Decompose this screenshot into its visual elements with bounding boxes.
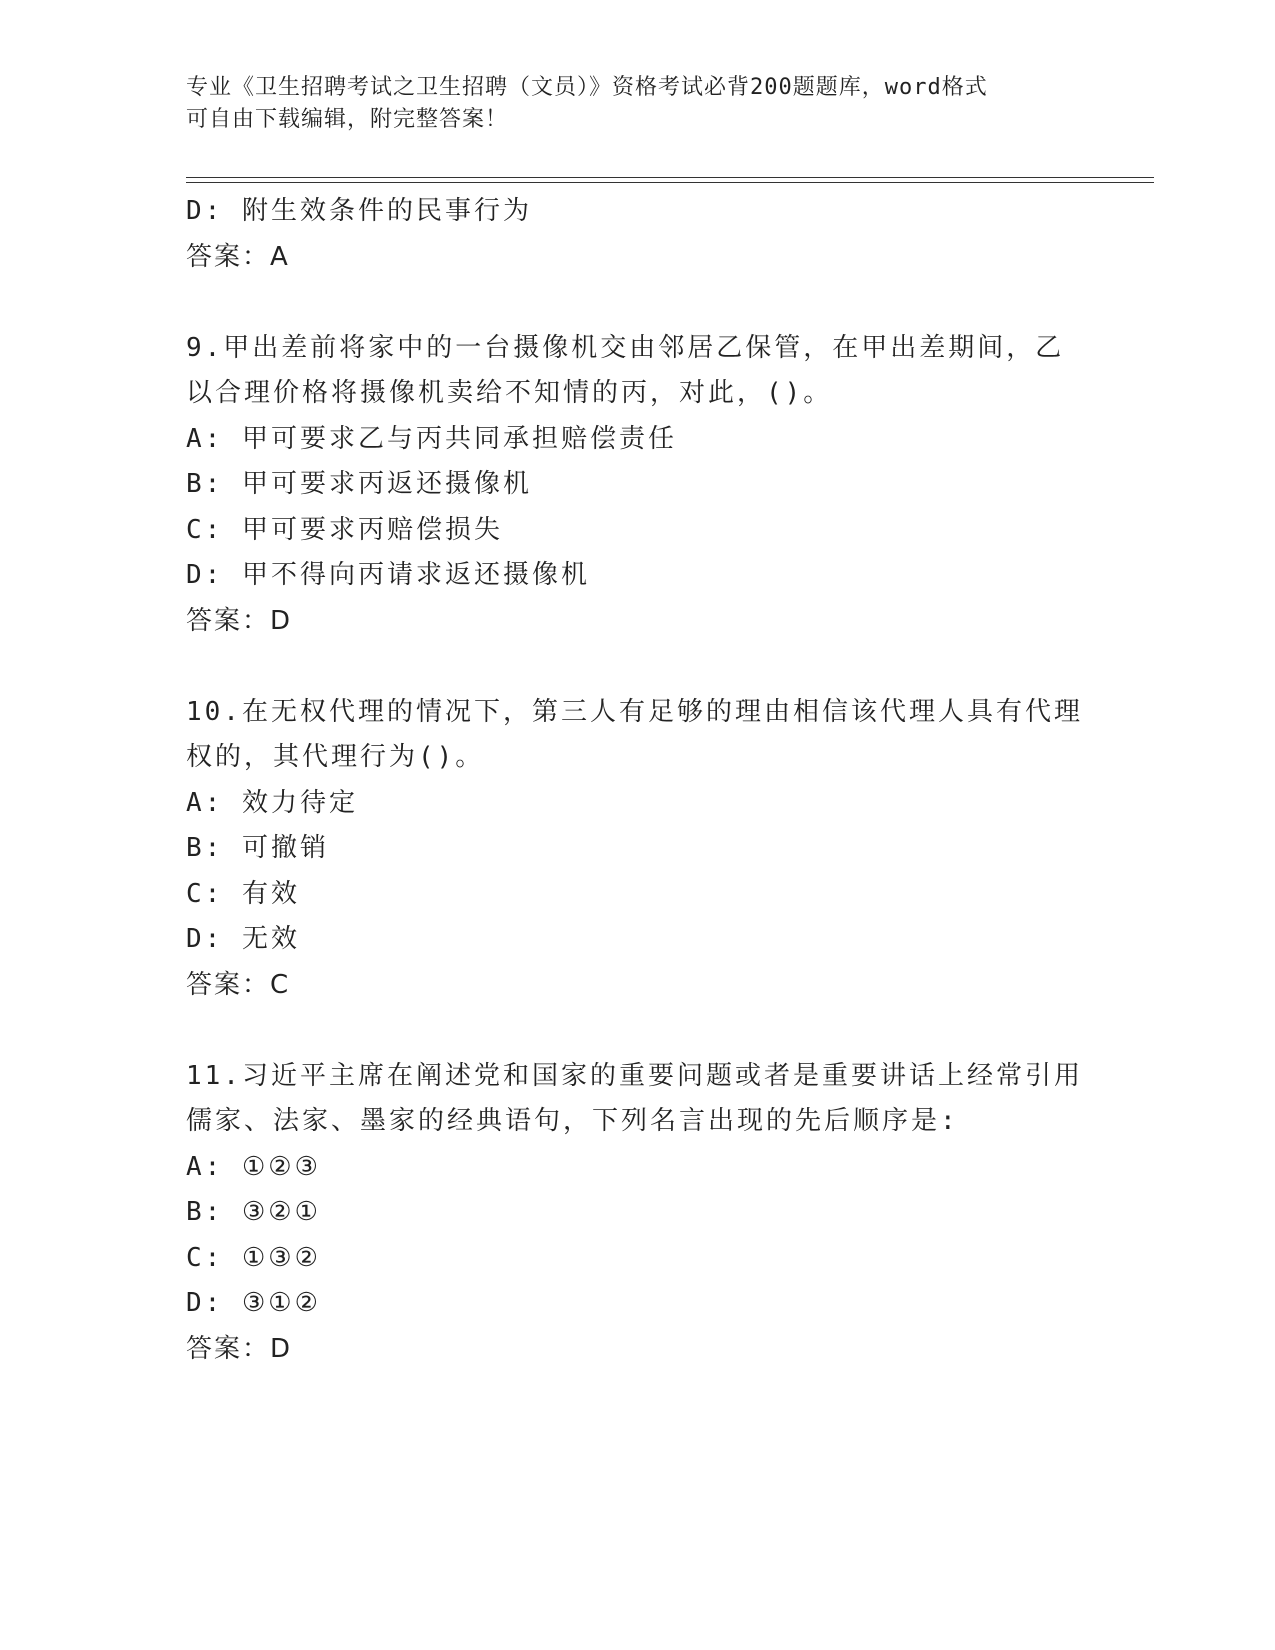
question-text-line-1: 10.在无权代理的情况下，第三人有足够的理由相信该代理人具有代理 — [186, 696, 1083, 727]
option-a: A: 效力待定 — [186, 787, 358, 818]
question-text-line-1: 9.甲出差前将家中的一台摄像机交由邻居乙保管，在甲出差期间，乙 — [186, 332, 1065, 363]
header-line-2: 可自由下载编辑，附完整答案！ — [186, 107, 509, 132]
header-rule-top — [186, 177, 1154, 178]
answer-line: 答案：C — [186, 969, 291, 1000]
question-text-line-2: 儒家、法家、墨家的经典语句，下列名言出现的先后顺序是: — [186, 1106, 959, 1136]
option-b: B: 可撤销 — [186, 833, 329, 863]
header-rule-bottom — [186, 182, 1154, 183]
option-d: D: 附生效条件的民事行为 — [186, 196, 532, 226]
continued-question — [186, 189, 1086, 280]
option-d: D: 甲不得向丙请求返还摄像机 — [186, 560, 590, 590]
option-b: B: 甲可要求丙返还摄像机 — [186, 469, 532, 499]
question-9 — [186, 326, 1086, 645]
question-11 — [186, 1054, 1086, 1373]
answer-line: 答案：A — [186, 241, 290, 272]
option-c: C: 甲可要求丙赔偿损失 — [186, 514, 503, 545]
spacer — [186, 280, 1086, 326]
header-line-1: 专业《卫生招聘考试之卫生招聘（文员）》资格考试必背200题题库，word格式 — [186, 75, 988, 100]
question-text-line-1: 11.习近平主席在阐述党和国家的重要问题或者是重要讲话上经常引用 — [186, 1060, 1083, 1091]
option-c: C: ①③② — [186, 1242, 321, 1273]
option-d: D: 无效 — [186, 924, 300, 954]
option-a: A: 甲可要求乙与丙共同承担赔偿责任 — [186, 423, 677, 454]
document-header — [186, 72, 1086, 136]
question-10 — [186, 690, 1086, 1009]
answer-line: 答案：D — [186, 605, 293, 636]
option-a: A: ①②③ — [186, 1151, 321, 1182]
option-b: B: ③②① — [186, 1197, 321, 1227]
question-text-line-2: 以合理价格将摄像机卖给不知情的丙，对此，()。 — [186, 378, 833, 408]
question-text-line-2: 权的，其代理行为()。 — [186, 742, 485, 772]
option-d: D: ③①② — [186, 1288, 321, 1318]
answer-line: 答案：D — [186, 1333, 293, 1364]
spacer — [186, 644, 1086, 690]
document-body — [186, 189, 1086, 1372]
spacer — [186, 1008, 1086, 1054]
option-c: C: 有效 — [186, 878, 300, 909]
